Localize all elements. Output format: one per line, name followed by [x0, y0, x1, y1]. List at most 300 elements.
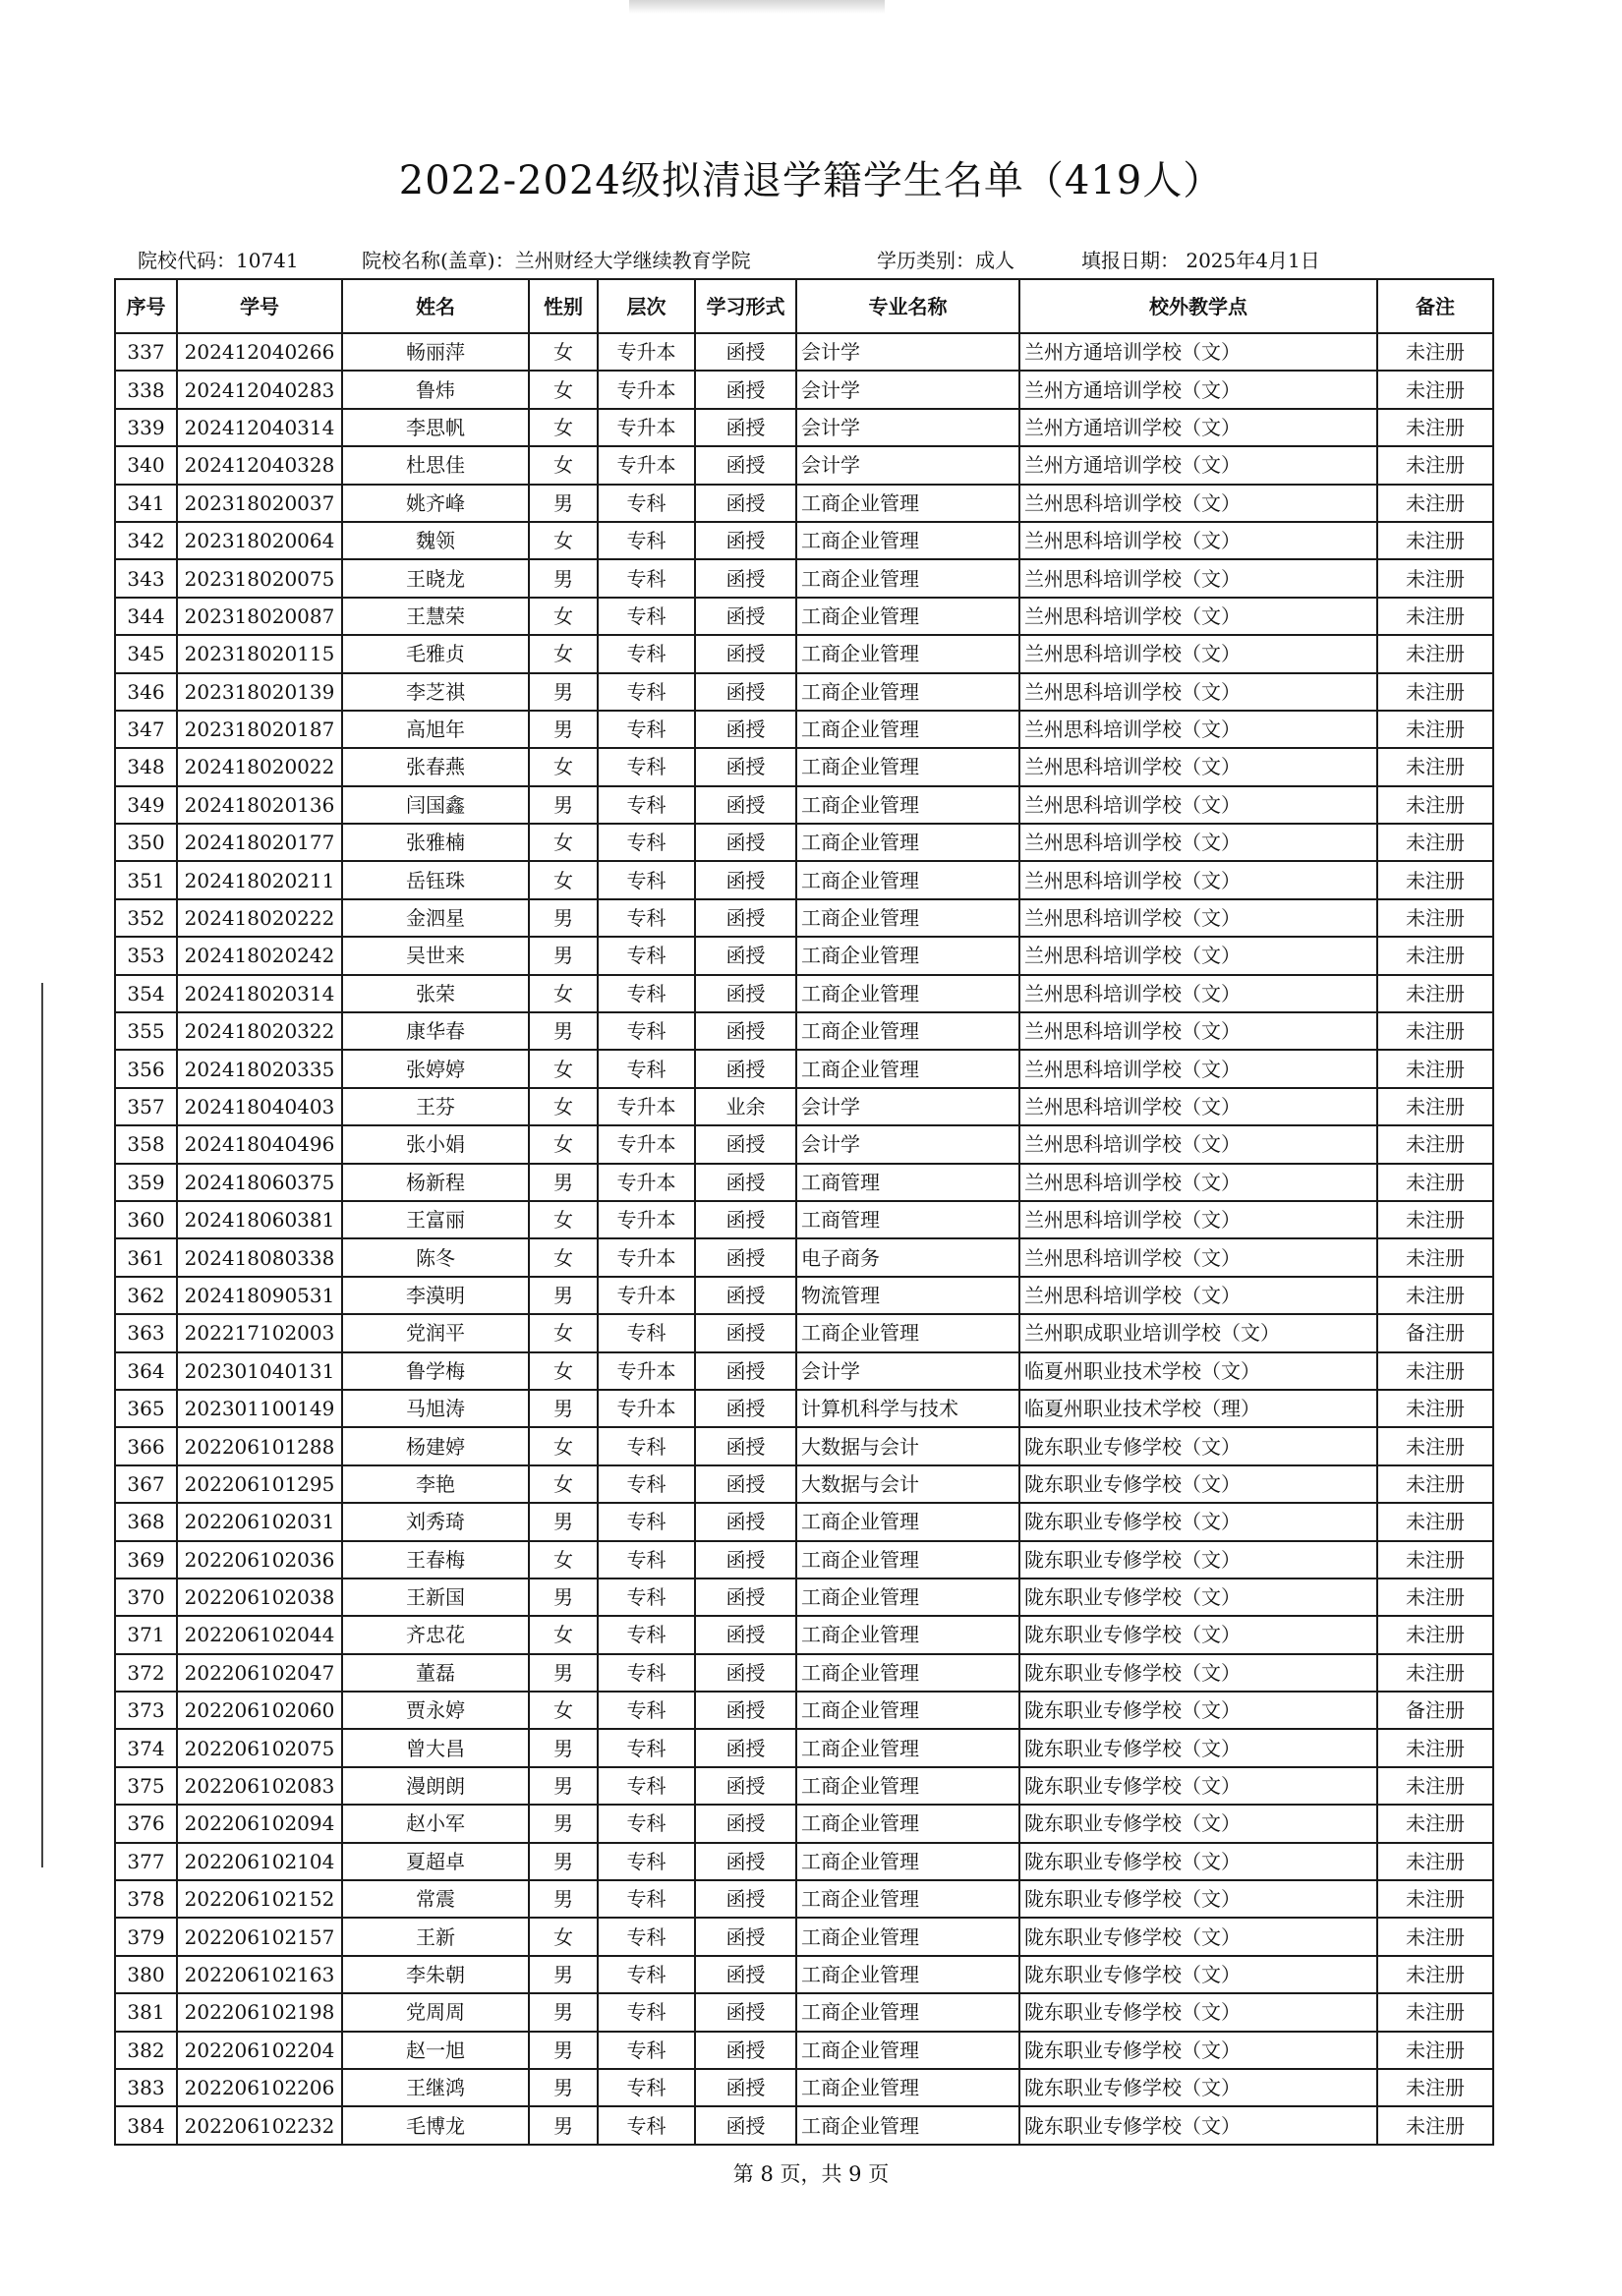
- teaching-site-cell: 兰州思科培训学校（文）: [1019, 824, 1377, 861]
- table-row: [115, 409, 1493, 446]
- student-name-cell: 赵小军: [342, 1805, 529, 1842]
- student-id-cell: 202206102094: [177, 1805, 342, 1842]
- col-header-gender: 性别: [529, 279, 598, 333]
- table-header-row: [115, 279, 1493, 333]
- row-index-cell: 373: [115, 1692, 177, 1729]
- level-cell: 专科: [598, 1050, 695, 1087]
- student-id-cell: 202418020222: [177, 899, 342, 937]
- table-row: [115, 1503, 1493, 1540]
- gender-cell: 男: [529, 1277, 598, 1314]
- remark-cell: 未注册: [1377, 2106, 1493, 2144]
- table-row: [115, 1880, 1493, 1918]
- table-row: [115, 485, 1493, 522]
- level-cell: 专科: [598, 1427, 695, 1464]
- teaching-site-cell: 兰州职成职业培训学校（文）: [1019, 1314, 1377, 1351]
- level-cell: 专科: [598, 1993, 695, 2031]
- teaching-site-cell: 陇东职业专修学校（文）: [1019, 1465, 1377, 1503]
- gender-cell: 女: [529, 1918, 598, 1955]
- student-id-cell: 202318020087: [177, 598, 342, 635]
- student-id-cell: 202318020115: [177, 635, 342, 672]
- gender-cell: 男: [529, 711, 598, 748]
- education-type: 学历类别：成人: [877, 249, 1014, 272]
- major-cell: 会计学: [796, 409, 1019, 446]
- major-cell: 工商企业管理: [796, 2032, 1019, 2069]
- study-mode-cell: 函授: [695, 1465, 796, 1503]
- row-index-cell: 340: [115, 446, 177, 484]
- scan-margin-line: [41, 983, 43, 1867]
- major-cell: 工商企业管理: [796, 711, 1019, 748]
- teaching-site-cell: 兰州思科培训学校（文）: [1019, 899, 1377, 937]
- study-mode-cell: 函授: [695, 711, 796, 748]
- remark-cell: 未注册: [1377, 522, 1493, 559]
- table-row: [115, 937, 1493, 974]
- study-mode-cell: 函授: [695, 446, 796, 484]
- student-id-cell: 202418020322: [177, 1012, 342, 1050]
- gender-cell: 男: [529, 1503, 598, 1540]
- row-index-cell: 376: [115, 1805, 177, 1842]
- gender-cell: 男: [529, 1578, 598, 1616]
- table-row: [115, 1843, 1493, 1880]
- gender-cell: 男: [529, 1956, 598, 1993]
- student-name-cell: 董磊: [342, 1654, 529, 1692]
- remark-cell: 未注册: [1377, 1918, 1493, 1955]
- row-index-cell: 342: [115, 522, 177, 559]
- gender-cell: 男: [529, 1805, 598, 1842]
- student-name-cell: 王新国: [342, 1578, 529, 1616]
- student-name-cell: 曾大昌: [342, 1729, 529, 1766]
- row-index-cell: 359: [115, 1164, 177, 1201]
- major-cell: 工商企业管理: [796, 1767, 1019, 1805]
- level-cell: 专科: [598, 2032, 695, 2069]
- remark-cell: 未注册: [1377, 485, 1493, 522]
- student-name-cell: 贾永婷: [342, 1692, 529, 1729]
- student-id-cell: 202418020136: [177, 786, 342, 824]
- remark-cell: 备注册: [1377, 1314, 1493, 1351]
- level-cell: 专升本: [598, 1164, 695, 1201]
- level-cell: 专升本: [598, 1352, 695, 1390]
- remark-cell: 未注册: [1377, 598, 1493, 635]
- teaching-site-cell: 陇东职业专修学校（文）: [1019, 1578, 1377, 1616]
- row-index-cell: 361: [115, 1238, 177, 1276]
- level-cell: 专升本: [598, 1201, 695, 1238]
- remark-cell: 未注册: [1377, 333, 1493, 371]
- major-cell: 工商企业管理: [796, 1956, 1019, 1993]
- level-cell: 专科: [598, 1805, 695, 1842]
- teaching-site-cell: 陇东职业专修学校（文）: [1019, 2106, 1377, 2144]
- remark-cell: 未注册: [1377, 1880, 1493, 1918]
- row-index-cell: 347: [115, 711, 177, 748]
- major-cell: 工商管理: [796, 1164, 1019, 1201]
- remark-cell: 未注册: [1377, 1050, 1493, 1087]
- gender-cell: 女: [529, 598, 598, 635]
- major-cell: 工商企业管理: [796, 1993, 1019, 2031]
- row-index-cell: 370: [115, 1578, 177, 1616]
- gender-cell: 男: [529, 2032, 598, 2069]
- teaching-site-cell: 兰州思科培训学校（文）: [1019, 598, 1377, 635]
- major-cell: 会计学: [796, 1088, 1019, 1125]
- gender-cell: 男: [529, 1729, 598, 1766]
- student-name-cell: 康华春: [342, 1012, 529, 1050]
- student-name-cell: 马旭涛: [342, 1390, 529, 1427]
- teaching-site-cell: 陇东职业专修学校（文）: [1019, 1503, 1377, 1540]
- student-id-cell: 202412040266: [177, 333, 342, 371]
- major-cell: 工商企业管理: [796, 485, 1019, 522]
- study-mode-cell: 函授: [695, 975, 796, 1012]
- row-index-cell: 357: [115, 1088, 177, 1125]
- teaching-site-cell: 陇东职业专修学校（文）: [1019, 1918, 1377, 1955]
- study-mode-cell: 函授: [695, 559, 796, 597]
- level-cell: 专科: [598, 1767, 695, 1805]
- row-index-cell: 348: [115, 748, 177, 785]
- student-name-cell: 吴世来: [342, 937, 529, 974]
- gender-cell: 女: [529, 824, 598, 861]
- table-row: [115, 1616, 1493, 1653]
- study-mode-cell: 函授: [695, 1956, 796, 1993]
- level-cell: 专升本: [598, 1125, 695, 1163]
- level-cell: 专科: [598, 2069, 695, 2106]
- remark-cell: 未注册: [1377, 1012, 1493, 1050]
- col-header-name: 姓名: [342, 279, 529, 333]
- table-row: [115, 598, 1493, 635]
- level-cell: 专科: [598, 824, 695, 861]
- teaching-site-cell: 临夏州职业技术学校（理）: [1019, 1390, 1377, 1427]
- student-name-cell: 赵一旭: [342, 2032, 529, 2069]
- student-name-cell: 王芬: [342, 1088, 529, 1125]
- remark-cell: 未注册: [1377, 748, 1493, 785]
- row-index-cell: 346: [115, 673, 177, 711]
- study-mode-cell: 函授: [695, 409, 796, 446]
- remark-cell: 未注册: [1377, 937, 1493, 974]
- remark-cell: 未注册: [1377, 1088, 1493, 1125]
- teaching-site-cell: 兰州思科培训学校（文）: [1019, 485, 1377, 522]
- student-id-cell: 202418080338: [177, 1238, 342, 1276]
- teaching-site-cell: 陇东职业专修学校（文）: [1019, 1843, 1377, 1880]
- remark-cell: 未注册: [1377, 824, 1493, 861]
- student-name-cell: 李艳: [342, 1465, 529, 1503]
- remark-cell: 未注册: [1377, 1238, 1493, 1276]
- row-index-cell: 365: [115, 1390, 177, 1427]
- study-mode-cell: 函授: [695, 1692, 796, 1729]
- teaching-site-cell: 陇东职业专修学校（文）: [1019, 1880, 1377, 1918]
- teaching-site-cell: 兰州思科培训学校（文）: [1019, 1012, 1377, 1050]
- level-cell: 专科: [598, 861, 695, 898]
- student-name-cell: 鲁学梅: [342, 1352, 529, 1390]
- study-mode-cell: 函授: [695, 371, 796, 408]
- student-id-cell: 202418020177: [177, 824, 342, 861]
- teaching-site-cell: 陇东职业专修学校（文）: [1019, 1956, 1377, 1993]
- level-cell: 专升本: [598, 371, 695, 408]
- study-mode-cell: 函授: [695, 1314, 796, 1351]
- student-id-cell: 202418020242: [177, 937, 342, 974]
- teaching-site-cell: 兰州思科培训学校（文）: [1019, 635, 1377, 672]
- gender-cell: 男: [529, 673, 598, 711]
- student-id-cell: 202206102204: [177, 2032, 342, 2069]
- study-mode-cell: 函授: [695, 485, 796, 522]
- study-mode-cell: 函授: [695, 1578, 796, 1616]
- level-cell: 专升本: [598, 1277, 695, 1314]
- gender-cell: 男: [529, 2106, 598, 2144]
- page-number: 第 8 页，共 9 页: [732, 2162, 890, 2186]
- teaching-site-cell: 兰州思科培训学校（文）: [1019, 1201, 1377, 1238]
- remark-cell: 未注册: [1377, 1465, 1493, 1503]
- teaching-site-cell: 陇东职业专修学校（文）: [1019, 1729, 1377, 1766]
- col-header-major: 专业名称: [796, 279, 1019, 333]
- student-id-cell: 202206102163: [177, 1956, 342, 1993]
- table-row: [115, 1805, 1493, 1842]
- row-index-cell: 339: [115, 409, 177, 446]
- remark-cell: 未注册: [1377, 1767, 1493, 1805]
- study-mode-cell: 函授: [695, 1767, 796, 1805]
- gender-cell: 男: [529, 1390, 598, 1427]
- study-mode-cell: 函授: [695, 1125, 796, 1163]
- study-mode-cell: 函授: [695, 1277, 796, 1314]
- teaching-site-cell: 兰州思科培训学校（文）: [1019, 937, 1377, 974]
- student-id-cell: 202318020075: [177, 559, 342, 597]
- remark-cell: 未注册: [1377, 2069, 1493, 2106]
- row-index-cell: 350: [115, 824, 177, 861]
- gender-cell: 男: [529, 1164, 598, 1201]
- student-id-cell: 202206102157: [177, 1918, 342, 1955]
- gender-cell: 女: [529, 1427, 598, 1464]
- gender-cell: 女: [529, 1616, 598, 1653]
- student-name-cell: 常震: [342, 1880, 529, 1918]
- major-cell: 工商企业管理: [796, 786, 1019, 824]
- student-name-cell: 魏领: [342, 522, 529, 559]
- row-index-cell: 383: [115, 2069, 177, 2106]
- student-id-cell: 202206102198: [177, 1993, 342, 2031]
- level-cell: 专科: [598, 748, 695, 785]
- gender-cell: 男: [529, 1993, 598, 2031]
- remark-cell: 未注册: [1377, 1427, 1493, 1464]
- remark-cell: 未注册: [1377, 1993, 1493, 2031]
- table-row: [115, 975, 1493, 1012]
- gender-cell: 女: [529, 1541, 598, 1578]
- study-mode-cell: 函授: [695, 1390, 796, 1427]
- level-cell: 专科: [598, 1918, 695, 1955]
- table-row: [115, 1238, 1493, 1276]
- student-name-cell: 高旭年: [342, 711, 529, 748]
- teaching-site-cell: 兰州思科培训学校（文）: [1019, 975, 1377, 1012]
- table-row: [115, 711, 1493, 748]
- student-name-cell: 张春燕: [342, 748, 529, 785]
- study-mode-cell: 函授: [695, 937, 796, 974]
- student-name-cell: 金泗星: [342, 899, 529, 937]
- remark-cell: 未注册: [1377, 1843, 1493, 1880]
- student-name-cell: 岳钰珠: [342, 861, 529, 898]
- level-cell: 专科: [598, 975, 695, 1012]
- study-mode-cell: 函授: [695, 1503, 796, 1540]
- gender-cell: 女: [529, 975, 598, 1012]
- student-name-cell: 漫朗朗: [342, 1767, 529, 1805]
- table-row: [115, 673, 1493, 711]
- remark-cell: 未注册: [1377, 1201, 1493, 1238]
- teaching-site-cell: 兰州思科培训学校（文）: [1019, 748, 1377, 785]
- row-index-cell: 364: [115, 1352, 177, 1390]
- student-id-cell: 202412040328: [177, 446, 342, 484]
- table-row: [115, 1578, 1493, 1616]
- gender-cell: 女: [529, 1125, 598, 1163]
- table-row: [115, 1993, 1493, 2031]
- student-id-cell: 202206102206: [177, 2069, 342, 2106]
- major-cell: 工商企业管理: [796, 1729, 1019, 1766]
- remark-cell: 未注册: [1377, 1616, 1493, 1653]
- major-cell: 工商企业管理: [796, 937, 1019, 974]
- row-index-cell: 374: [115, 1729, 177, 1766]
- major-cell: 工商企业管理: [796, 673, 1019, 711]
- gender-cell: 男: [529, 899, 598, 937]
- major-cell: 工商企业管理: [796, 635, 1019, 672]
- student-name-cell: 王新: [342, 1918, 529, 1955]
- student-id-cell: 202206102232: [177, 2106, 342, 2144]
- col-header-level: 层次: [598, 279, 695, 333]
- student-name-cell: 李朱朝: [342, 1956, 529, 1993]
- teaching-site-cell: 陇东职业专修学校（文）: [1019, 1541, 1377, 1578]
- student-id-cell: 202206102083: [177, 1767, 342, 1805]
- study-mode-cell: 函授: [695, 1050, 796, 1087]
- remark-cell: 未注册: [1377, 673, 1493, 711]
- major-cell: 工商企业管理: [796, 1616, 1019, 1653]
- teaching-site-cell: 陇东职业专修学校（文）: [1019, 1805, 1377, 1842]
- remark-cell: 未注册: [1377, 899, 1493, 937]
- student-name-cell: 刘秀琦: [342, 1503, 529, 1540]
- level-cell: 专科: [598, 899, 695, 937]
- student-id-cell: 202418040496: [177, 1125, 342, 1163]
- major-cell: 计算机科学与技术: [796, 1390, 1019, 1427]
- remark-cell: 未注册: [1377, 1164, 1493, 1201]
- student-name-cell: 杨新程: [342, 1164, 529, 1201]
- teaching-site-cell: 兰州思科培训学校（文）: [1019, 673, 1377, 711]
- level-cell: 专科: [598, 1729, 695, 1766]
- row-index-cell: 356: [115, 1050, 177, 1087]
- table-row: [115, 1692, 1493, 1729]
- major-cell: 工商企业管理: [796, 861, 1019, 898]
- study-mode-cell: 函授: [695, 333, 796, 371]
- study-mode-cell: 函授: [695, 673, 796, 711]
- teaching-site-cell: 陇东职业专修学校（文）: [1019, 1427, 1377, 1464]
- level-cell: 专升本: [598, 409, 695, 446]
- gender-cell: 男: [529, 1880, 598, 1918]
- row-index-cell: 341: [115, 485, 177, 522]
- level-cell: 专科: [598, 1616, 695, 1653]
- table-row: [115, 1012, 1493, 1050]
- student-id-cell: 202206102031: [177, 1503, 342, 1540]
- table-row: [115, 824, 1493, 861]
- gender-cell: 男: [529, 937, 598, 974]
- level-cell: 专科: [598, 559, 695, 597]
- teaching-site-cell: 兰州思科培训学校（文）: [1019, 559, 1377, 597]
- row-index-cell: 375: [115, 1767, 177, 1805]
- row-index-cell: 343: [115, 559, 177, 597]
- table-row: [115, 522, 1493, 559]
- student-name-cell: 张荣: [342, 975, 529, 1012]
- study-mode-cell: 函授: [695, 1012, 796, 1050]
- student-name-cell: 夏超卓: [342, 1843, 529, 1880]
- row-index-cell: 345: [115, 635, 177, 672]
- remark-cell: 未注册: [1377, 1125, 1493, 1163]
- row-index-cell: 381: [115, 1993, 177, 2031]
- major-cell: 工商企业管理: [796, 1692, 1019, 1729]
- student-id-cell: 202418020314: [177, 975, 342, 1012]
- remark-cell: 未注册: [1377, 559, 1493, 597]
- page-title: 2022-2024级拟清退学籍学生名单（419人）: [398, 158, 1224, 203]
- remark-cell: 未注册: [1377, 371, 1493, 408]
- major-cell: 大数据与会计: [796, 1465, 1019, 1503]
- study-mode-cell: 函授: [695, 2032, 796, 2069]
- col-header-study-mode: 学习形式: [695, 279, 796, 333]
- row-index-cell: 368: [115, 1503, 177, 1540]
- table-row: [115, 333, 1493, 371]
- table-row: [115, 2069, 1493, 2106]
- remark-cell: 未注册: [1377, 1578, 1493, 1616]
- study-mode-cell: 函授: [695, 748, 796, 785]
- remark-cell: 未注册: [1377, 861, 1493, 898]
- gender-cell: 男: [529, 1767, 598, 1805]
- remark-cell: 未注册: [1377, 635, 1493, 672]
- level-cell: 专科: [598, 1578, 695, 1616]
- major-cell: 工商企业管理: [796, 1012, 1019, 1050]
- table-row: [115, 1201, 1493, 1238]
- gender-cell: 女: [529, 1088, 598, 1125]
- major-cell: 工商企业管理: [796, 1843, 1019, 1880]
- student-id-cell: 202318020139: [177, 673, 342, 711]
- student-id-cell: 202318020187: [177, 711, 342, 748]
- student-name-cell: 鲁炜: [342, 371, 529, 408]
- major-cell: 工商企业管理: [796, 522, 1019, 559]
- table-row: [115, 1390, 1493, 1427]
- gender-cell: 男: [529, 1654, 598, 1692]
- teaching-site-cell: 陇东职业专修学校（文）: [1019, 1993, 1377, 2031]
- student-name-cell: 毛雅贞: [342, 635, 529, 672]
- study-mode-cell: 函授: [695, 522, 796, 559]
- study-mode-cell: 函授: [695, 1843, 796, 1880]
- teaching-site-cell: 陇东职业专修学校（文）: [1019, 1692, 1377, 1729]
- level-cell: 专科: [598, 1692, 695, 1729]
- student-name-cell: 党润平: [342, 1314, 529, 1351]
- level-cell: 专科: [598, 711, 695, 748]
- table-row: [115, 446, 1493, 484]
- level-cell: 专科: [598, 522, 695, 559]
- level-cell: 专科: [598, 1541, 695, 1578]
- study-mode-cell: 函授: [695, 2069, 796, 2106]
- gender-cell: 男: [529, 2069, 598, 2106]
- remark-cell: 未注册: [1377, 1654, 1493, 1692]
- gender-cell: 男: [529, 559, 598, 597]
- student-name-cell: 王富丽: [342, 1201, 529, 1238]
- gender-cell: 女: [529, 1465, 598, 1503]
- study-mode-cell: 函授: [695, 1805, 796, 1842]
- table-row: [115, 1050, 1493, 1087]
- remark-cell: 未注册: [1377, 2032, 1493, 2069]
- table-row: [115, 559, 1493, 597]
- study-mode-cell: 函授: [695, 1918, 796, 1955]
- major-cell: 工商企业管理: [796, 2069, 1019, 2106]
- table-row: [115, 635, 1493, 672]
- student-id-cell: 202418040403: [177, 1088, 342, 1125]
- fill-date: 填报日期： 2025年4月1日: [1081, 249, 1320, 272]
- teaching-site-cell: 兰州方通培训学校（文）: [1019, 446, 1377, 484]
- remark-cell: 未注册: [1377, 1352, 1493, 1390]
- major-cell: 工商企业管理: [796, 1050, 1019, 1087]
- study-mode-cell: 函授: [695, 786, 796, 824]
- major-cell: 工商企业管理: [796, 1880, 1019, 1918]
- gender-cell: 女: [529, 371, 598, 408]
- student-id-cell: 202206102060: [177, 1692, 342, 1729]
- study-mode-cell: 函授: [695, 1238, 796, 1276]
- level-cell: 专科: [598, 1956, 695, 1993]
- major-cell: 工商企业管理: [796, 899, 1019, 937]
- teaching-site-cell: 陇东职业专修学校（文）: [1019, 2032, 1377, 2069]
- table-row: [115, 2032, 1493, 2069]
